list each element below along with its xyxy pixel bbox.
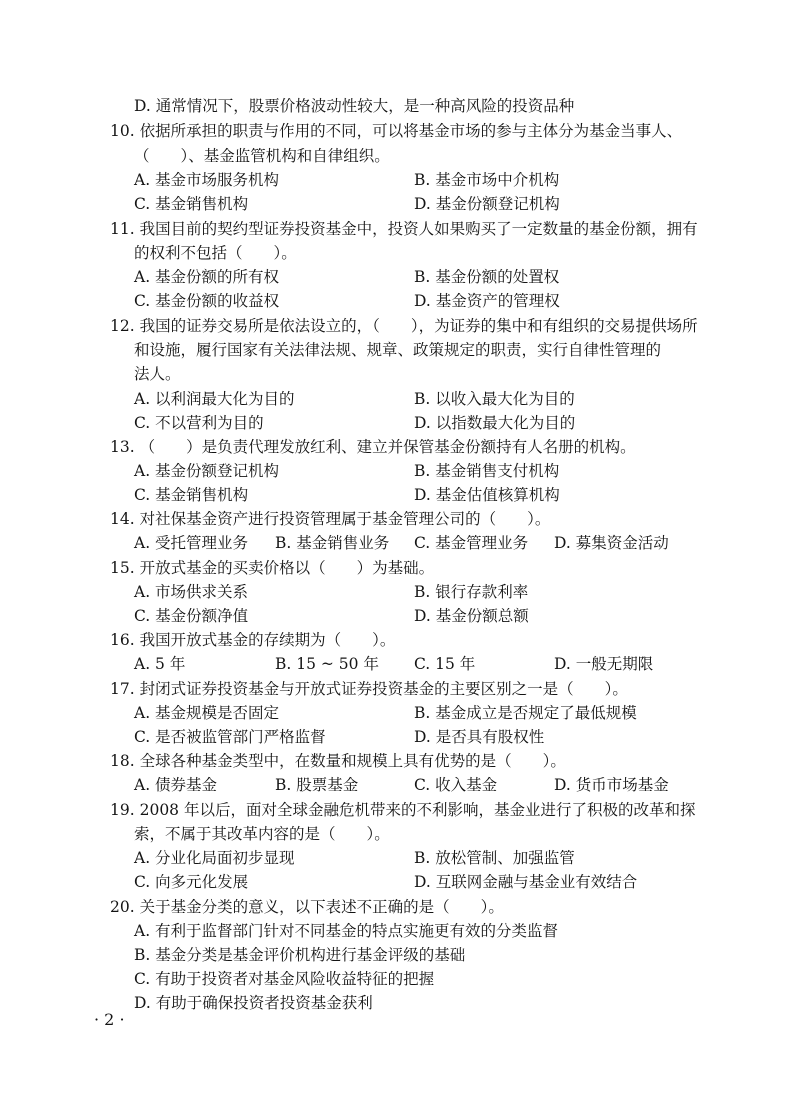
question-stem: 开放式基金的买卖价格以（ ）为基础。	[139, 559, 435, 577]
option-d: D. 基金资产的管理权	[414, 292, 560, 310]
question-stem: 索，不属于其改革内容的是（ ）。	[134, 825, 390, 843]
option-a: A. 分业化局面初步显现	[134, 849, 295, 867]
option-c: C. 是否被监管部门严格监督	[134, 728, 326, 746]
question-stem: 我国的证券交易所是依法设立的，（ ），为证券的集中和有组织的交易提供场所	[139, 317, 698, 335]
option-c: C. 不以营利为目的	[134, 414, 264, 432]
option-d: D. 是否具有股权性	[414, 728, 545, 746]
option-a: A. 基金份额登记机构	[134, 462, 280, 480]
option-a: A. 受托管理业务	[134, 534, 249, 552]
option-b: B. 基金市场中介机构	[414, 171, 560, 189]
option-b: B. 放松管制、加强监管	[414, 849, 575, 867]
question-stem: 我国目前的契约型证券投资基金中，投资人如果购买了一定数量的基金份额，拥有	[139, 220, 698, 238]
question-number: 16.	[110, 631, 135, 649]
option-c: C. 基金份额净值	[134, 607, 249, 625]
option-c: C. 向多元化发展	[134, 873, 249, 891]
question-stem: 2008 年以后，面对全球金融危机带来的不利影响，基金业进行了积极的改革和探	[139, 801, 696, 819]
option-c: C. 基金销售机构	[134, 195, 249, 213]
option-a: A. 以利润最大化为目的	[134, 390, 295, 408]
question-stem: 对社保基金资产进行投资管理属于基金管理公司的（ ）。	[139, 510, 551, 528]
question-number: 18.	[110, 752, 135, 770]
option-d: D. 以指数最大化为目的	[414, 414, 576, 432]
page-number: · 2 ·	[94, 1010, 125, 1029]
question-stem: 关于基金分类的意义，以下表述不正确的是（ ）。	[139, 898, 504, 916]
option-a: A. 有利于监督部门针对不同基金的特点实施更有效的分类监督	[134, 922, 559, 940]
option-a: A. 基金规模是否固定	[134, 704, 280, 722]
option-a: A. 债券基金	[134, 776, 218, 794]
question-number: 15.	[110, 559, 135, 577]
option-a: A. 市场供求关系	[134, 583, 249, 601]
option-d: D. 一般无期限	[554, 655, 654, 673]
option-b: B. 基金销售支付机构	[414, 462, 560, 480]
question-stem: 我国开放式基金的存续期为（ ）。	[139, 631, 396, 649]
option-a: A. 基金份额的所有权	[134, 268, 280, 286]
question-stem: 封闭式证券投资基金与开放式证券投资基金的主要区别之一是（ ）。	[139, 680, 628, 698]
question-number: 17.	[110, 680, 135, 698]
question-number: 19.	[110, 801, 135, 819]
question-number: 20.	[110, 898, 135, 916]
option-d: D. 互联网金融与基金业有效结合	[414, 873, 638, 891]
option-d: D. 基金份额总额	[414, 607, 529, 625]
option-b: B. 基金销售业务	[275, 534, 390, 552]
option-d: D. 基金估值核算机构	[414, 486, 560, 504]
question-stem: 全球各种基金类型中，在数量和规模上具有优势的是（ ）。	[139, 752, 566, 770]
question-stem: （ ）、基金监管机构和自律组织。	[134, 147, 390, 165]
question-stem: 的权利不包括（ ）。	[134, 244, 297, 262]
question-number: 13.	[110, 438, 135, 456]
option-d: D. 有助于确保投资者投资基金获利	[134, 994, 373, 1012]
option-c: C. 基金销售机构	[134, 486, 249, 504]
question-stem: 和设施，履行国家有关法律法规、规章、政策规定的职责，实行自律性管理的	[134, 341, 662, 359]
option-d: D. 货币市场基金	[554, 776, 669, 794]
option-d: D. 基金份额登记机构	[414, 195, 560, 213]
option-b: B. 股票基金	[275, 776, 359, 794]
option-c: C. 15 年	[414, 655, 476, 673]
option-b: B. 15 ~ 50 年	[275, 655, 379, 673]
question-stem: （ ）是负责代理发放红利、建立并保管基金份额持有人名册的机构。	[139, 438, 636, 456]
option-c: C. 有助于投资者对基金风险收益特征的把握	[134, 970, 435, 988]
option-b: B. 基金成立是否规定了最低规模	[414, 704, 637, 722]
option-a: A. 5 年	[134, 655, 186, 673]
question-number: 10.	[110, 122, 135, 140]
question-number: 12.	[110, 317, 135, 335]
option-c: C. 收入基金	[414, 776, 498, 794]
option-b: B. 以收入最大化为目的	[414, 390, 575, 408]
option-b: B. 基金份额的处置权	[414, 268, 560, 286]
question-stem: 法人。	[134, 365, 181, 383]
option-a: A. 基金市场服务机构	[134, 171, 280, 189]
option-c: C. 基金管理业务	[414, 534, 529, 552]
prev-option-d: D. 通常情况下，股票价格波动性较大，是一种高风险的投资品种	[134, 97, 575, 115]
option-c: C. 基金份额的收益权	[134, 292, 280, 310]
option-d: D. 募集资金活动	[554, 534, 669, 552]
question-stem: 依据所承担的职责与作用的不同，可以将基金市场的参与主体分为基金当事人、	[139, 122, 683, 140]
question-number: 11.	[110, 220, 135, 238]
question-number: 14.	[110, 510, 135, 528]
option-b: B. 基金分类是基金评价机构进行基金评级的基础	[134, 946, 466, 964]
option-b: B. 银行存款利率	[414, 583, 529, 601]
